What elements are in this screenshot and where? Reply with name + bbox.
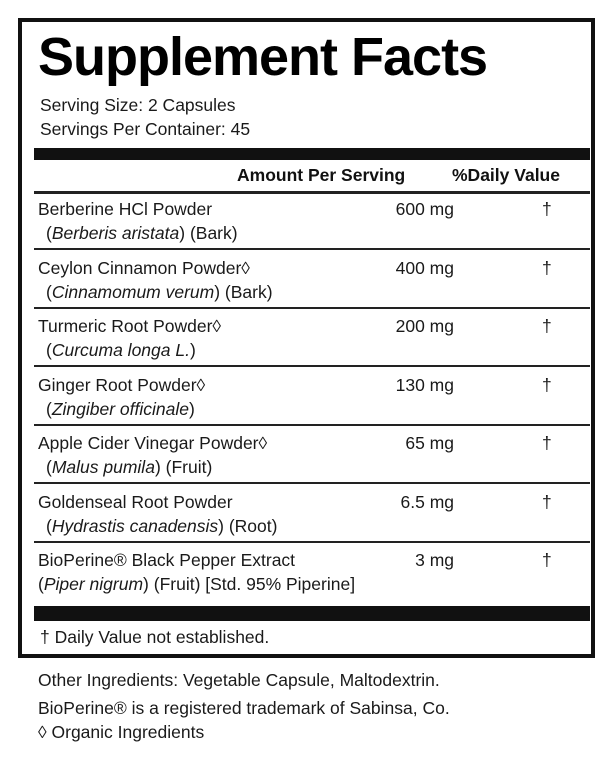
ingredient-source (38, 572, 355, 596)
source-rest: ) (188, 398, 195, 419)
panel-title: Supplement Facts (38, 27, 488, 87)
ingredient-source (46, 514, 277, 538)
source-rest: ) (Bark) (179, 223, 238, 243)
latin-name: Piper nigrum (43, 574, 144, 594)
row-divider (34, 248, 590, 250)
ingredient-daily-value: † (542, 433, 552, 453)
latin-name: Curcuma longa L. (51, 340, 190, 360)
daily-value-header: %Daily Value (452, 165, 560, 185)
ingredient-row (34, 253, 590, 309)
source-rest: ) (Root) (218, 515, 278, 536)
ingredient-row (34, 428, 590, 484)
supplement-facts-panel (18, 18, 595, 658)
ingredient-amount: 3 mg (415, 550, 454, 570)
ingredient-amount: 65 mg (405, 433, 454, 453)
source-rest: ) (Fruit) (154, 457, 213, 477)
row-divider (34, 365, 590, 367)
ingredient-row (34, 311, 590, 367)
ingredient-name: Goldenseal Root Powder (38, 491, 233, 512)
row-divider (34, 482, 590, 484)
ingredient-daily-value: † (542, 550, 552, 570)
latin-name: Cinnamomum verum (51, 281, 215, 302)
ingredient-amount: 6.5 mg (400, 491, 454, 512)
source-open: ( (38, 574, 44, 594)
ingredient-row (34, 194, 590, 250)
ingredient-source (46, 397, 195, 421)
ingredient-name: Apple Cider Vinegar Powder◊ (38, 433, 268, 453)
trademark-note: BioPerine® is a registered trademark of Sabinsa, Co. (38, 698, 450, 718)
ingredient-amount: 200 mg (395, 316, 454, 336)
ingredient-source (46, 338, 196, 362)
ingredient-name: Turmeric Root Powder◊ (38, 316, 222, 336)
ingredient-name: Berberine HCl Powder (38, 199, 213, 219)
source-open: ( (46, 281, 52, 302)
thick-divider-bottom (34, 606, 590, 621)
ingredient-amount: 400 mg (395, 257, 454, 278)
source-rest: ) (Bark) (214, 281, 273, 302)
ingredient-daily-value: † (542, 374, 552, 395)
latin-name: Hydrastis canadensis (51, 515, 219, 536)
ingredient-daily-value: † (542, 491, 552, 512)
source-rest: ) (Fruit) [Std. 95% Piperine] (143, 574, 356, 594)
source-open: ( (46, 223, 52, 243)
servings-per-container: Servings Per Container: 45 (40, 119, 251, 139)
ingredient-name: Ginger Root Powder◊ (38, 374, 206, 395)
latin-name: Malus pumila (51, 457, 155, 477)
amount-per-serving-header: Amount Per Serving (237, 165, 406, 185)
ingredient-row (34, 370, 590, 426)
ingredient-amount: 130 mg (395, 374, 454, 395)
ingredient-row (34, 487, 590, 543)
source-open: ( (46, 398, 52, 419)
source-open: ( (46, 515, 52, 536)
serving-size: Serving Size: 2 Capsules (40, 95, 236, 115)
ingredient-amount: 600 mg (395, 199, 454, 219)
row-divider (34, 307, 590, 309)
source-open: ( (46, 457, 52, 477)
ingredient-name: BioPerine® Black Pepper Extract (38, 550, 296, 570)
thick-divider-top (34, 148, 590, 160)
source-open: ( (46, 340, 52, 360)
latin-name: Zingiber officinale (51, 398, 189, 419)
ingredient-daily-value: † (542, 199, 552, 219)
ingredient-name: Ceylon Cinnamon Powder◊ (38, 257, 250, 278)
latin-name: Berberis aristata (51, 223, 180, 243)
daily-value-footnote: † Daily Value not established. (40, 627, 270, 647)
row-divider (34, 424, 590, 426)
row-divider (34, 541, 590, 543)
ingredient-daily-value: † (542, 316, 552, 336)
organic-note: ◊ Organic Ingredients (38, 722, 205, 742)
ingredient-source (46, 221, 238, 245)
source-rest: ) (189, 340, 196, 360)
ingredient-daily-value: † (542, 257, 552, 278)
ingredient-source (46, 280, 273, 304)
other-ingredients: Other Ingredients: Vegetable Capsule, Maltodextrin. (38, 670, 440, 690)
ingredient-source (46, 455, 212, 479)
ingredient-row (34, 545, 590, 601)
